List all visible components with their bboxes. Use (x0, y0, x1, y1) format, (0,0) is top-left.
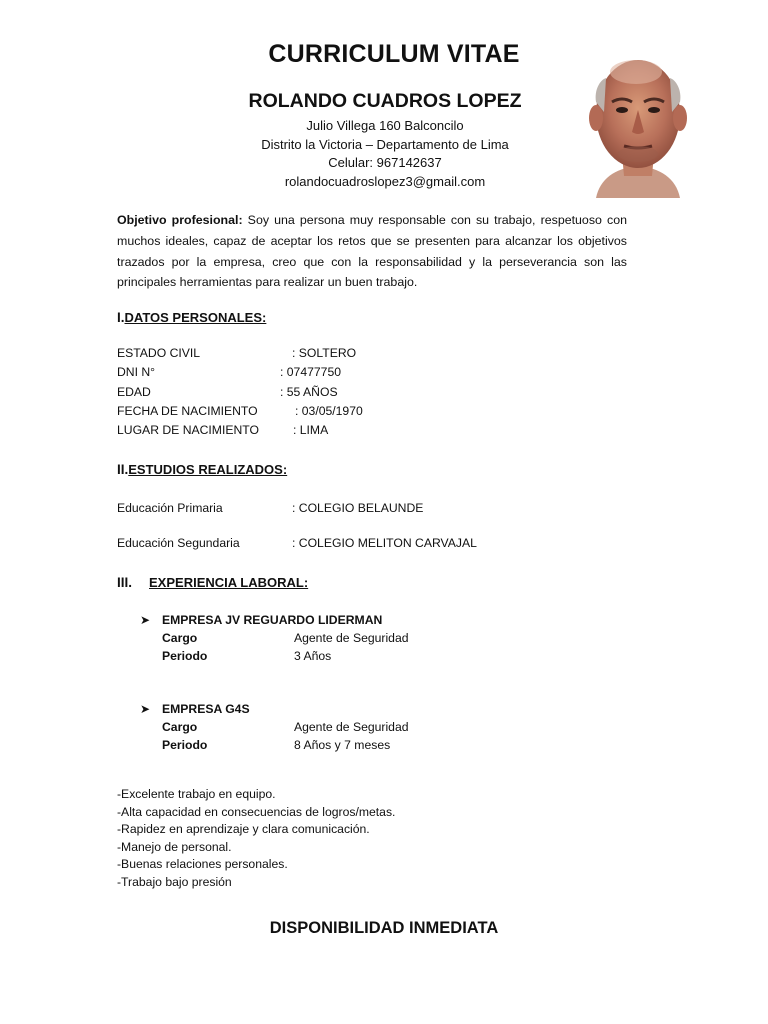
job-company: EMPRESA JV REGUARDO LIDERMAN (162, 613, 383, 627)
objective-text: Soy una persona muy responsable con su trabajo, respetuoso con muchos ideales, capaz de aceptar los retos que se presenten para alcanzar los objetivos trazados por la empresa, creo que con la responsabilidad y la perseverancia son las principales herramientas para realizar un buen trabajo. (117, 213, 627, 290)
field-label: FECHA DE NACIMIENTO (117, 403, 258, 418)
section-studies-heading (117, 462, 287, 477)
section-title: EXPERIENCIA LABORAL: (149, 575, 309, 590)
job-role-label: Cargo (162, 720, 198, 734)
field-value: : 07477750 (280, 365, 341, 380)
email-address: rolandocuadroslopez3@gmail.com (284, 174, 486, 190)
field-value: : 03/05/1970 (295, 403, 363, 418)
education-school: : COLEGIO MELITON CARVAJAL (292, 536, 477, 550)
skills-list (117, 786, 395, 892)
phone-number: Celular: 967142637 (328, 155, 442, 171)
job-role: Agente de Seguridad (294, 720, 409, 734)
section-experience-heading (117, 575, 308, 590)
job-period-label: Periodo (162, 649, 208, 663)
skill-item: -Manejo de personal. (117, 839, 232, 854)
job-company: EMPRESA G4S (162, 702, 250, 716)
job-period: 3 Años (294, 649, 332, 663)
field-value: : SOLTERO (292, 346, 357, 360)
education-level: Educación Segundaria (117, 536, 240, 550)
section-number: I. (117, 310, 125, 325)
skill-item: -Alta capacidad en consecuencias de logros/metas. (117, 804, 396, 819)
skill-item: -Excelente trabajo en equipo. (117, 787, 276, 801)
field-label: EDAD (117, 384, 151, 399)
section-number: II. (117, 462, 129, 477)
field-label: ESTADO CIVIL (117, 346, 201, 360)
skill-item: -Rapidez en aprendizaje y clara comunicación. (117, 822, 370, 837)
arrow-bullet-icon: ➤ (140, 613, 151, 627)
education-level: Educación Primaria (117, 501, 223, 515)
objective-label: Objetivo profesional: (117, 213, 243, 227)
education-school: : COLEGIO BELAUNDE (292, 501, 424, 515)
field-value: : 55 AÑOS (280, 384, 338, 399)
field-label: LUGAR DE NACIMIENTO (117, 423, 259, 438)
candidate-name: ROLANDO CUADROS LOPEZ (248, 90, 522, 112)
section-title: ESTUDIOS REALIZADOS: (128, 462, 288, 477)
field-value: : LIMA (293, 423, 329, 438)
section-number: III. (117, 575, 133, 590)
skill-item: -Trabajo bajo presión (117, 874, 232, 889)
address-line-2: Distrito la Victoria – Departamento de Lima (261, 136, 509, 152)
education-row (117, 536, 477, 550)
availability-statement: DISPONIBILIDAD INMEDIATA (269, 919, 499, 937)
job-role-label: Cargo (162, 631, 198, 645)
section-title: DATOS PERSONALES: (124, 310, 267, 325)
field-label: DNI N° (117, 365, 156, 380)
skill-item: -Buenas relaciones personales. (117, 857, 288, 872)
job-period: 8 Años y 7 meses (294, 738, 391, 752)
professional-objective (117, 210, 627, 293)
job-role: Agente de Seguridad (294, 631, 409, 645)
document-title: CURRICULUM VITAE (268, 40, 520, 68)
education-row (117, 501, 424, 515)
job-period-label: Periodo (162, 738, 208, 752)
address-line-1: Julio Villega 160 Balconcilo (306, 118, 464, 133)
arrow-bullet-icon: ➤ (140, 702, 151, 716)
profile-photo (586, 50, 690, 198)
section-personal-heading (117, 310, 266, 325)
